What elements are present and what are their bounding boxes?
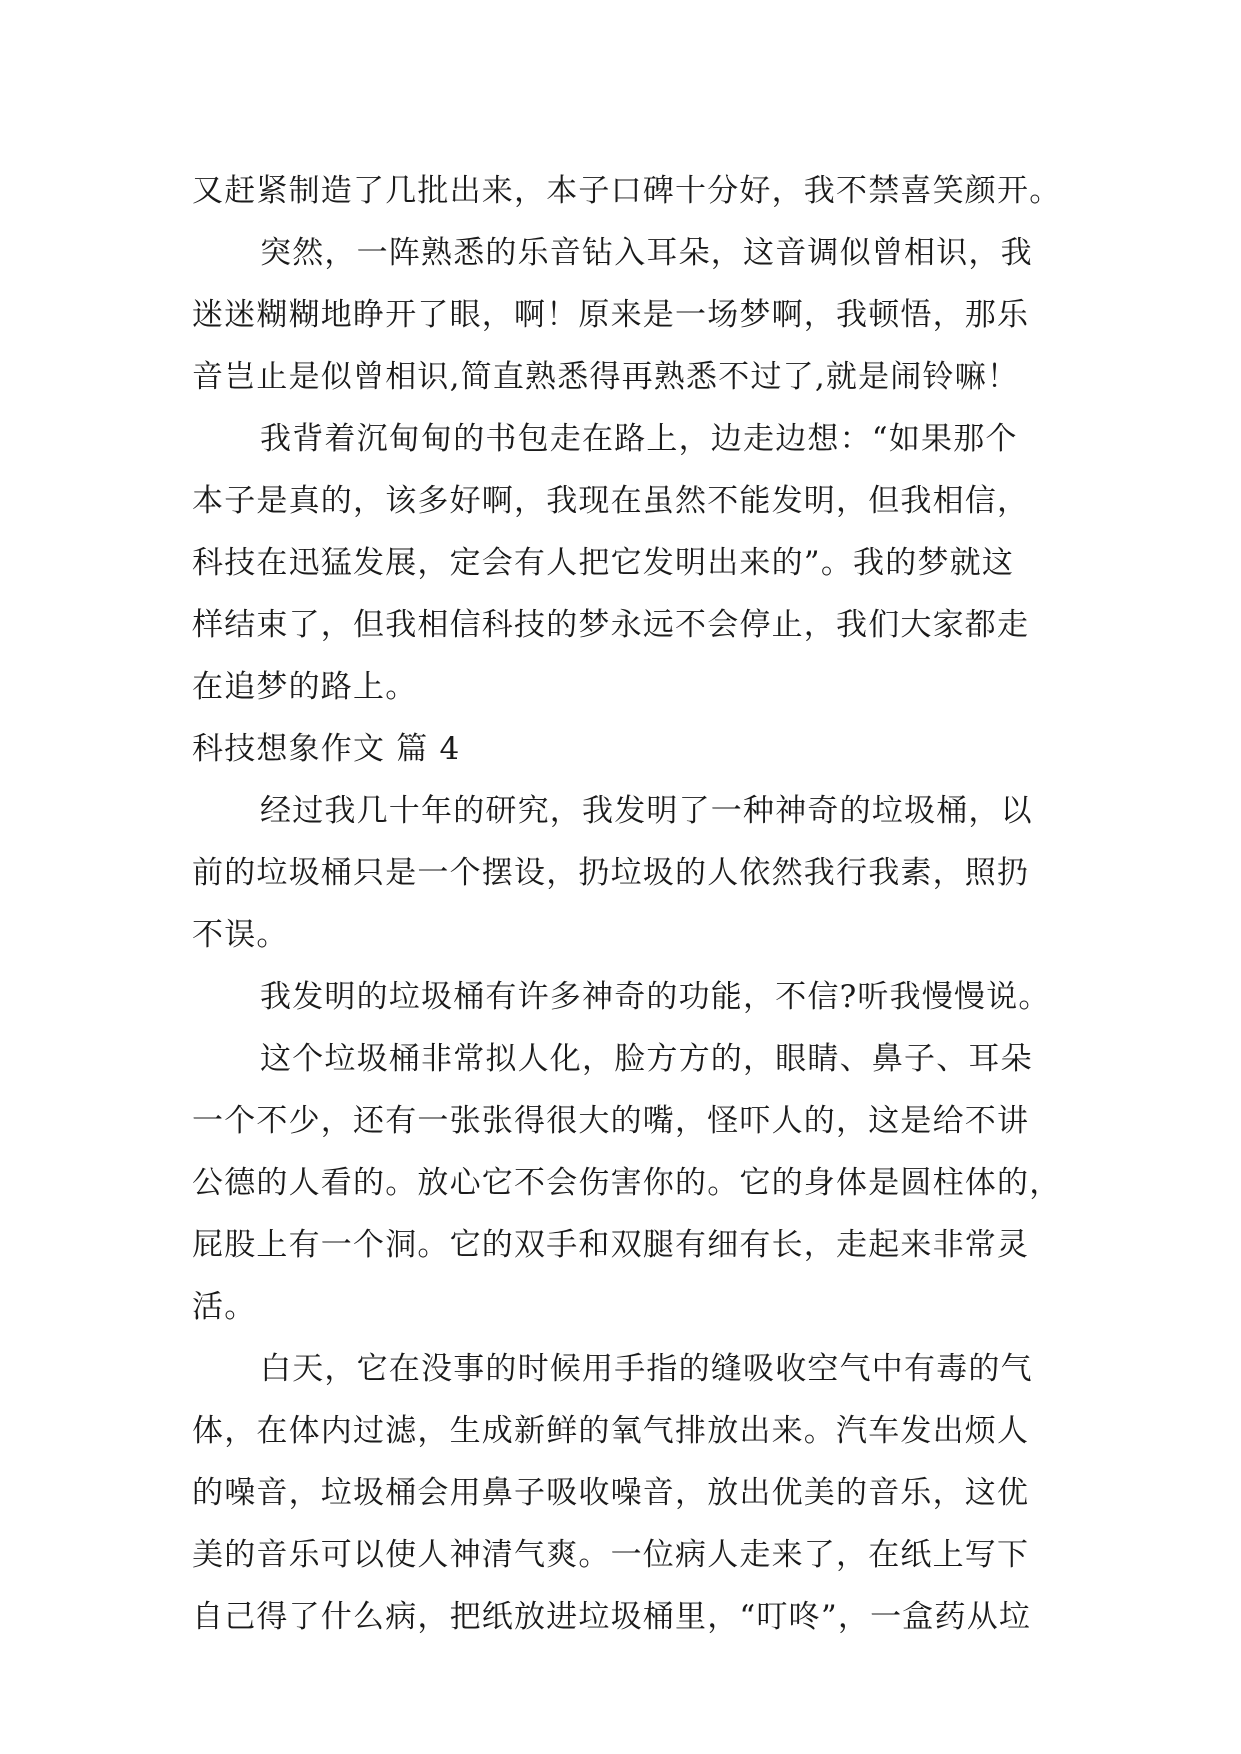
text-line: 自己得了什么病，把纸放进垃圾桶里，“叮咚”，一盒药从垃	[192, 1599, 1032, 1635]
text-line: 白天，它在没事的时候用手指的缝吸收空气中有毒的气	[260, 1351, 1033, 1387]
text-line: 前的垃圾桶只是一个摆设，扔垃圾的人依然我行我素，照扔	[192, 855, 1030, 891]
text-line: 美的音乐可以使人神清气爽。一位病人走来了，在纸上写下	[192, 1537, 1030, 1573]
text-line: 这个垃圾桶非常拟人化，脸方方的，眼睛、鼻子、耳朵	[260, 1041, 1033, 1077]
text-line: 在追梦的路上。	[192, 669, 418, 705]
text-line: 迷迷糊糊地睁开了眼，啊！原来是一场梦啊，我顿悟，那乐	[192, 297, 1030, 333]
section-heading: 科技想象作文 篇 4	[192, 731, 461, 767]
text-line: 本子是真的，该多好啊，我现在虽然不能发明，但我相信，	[192, 483, 1030, 519]
text-line: 又赶紧制造了几批出来，本子口碑十分好，我不禁喜笑颜开。	[192, 173, 1062, 209]
text-line: 我背着沉甸甸的书包走在路上，边走边想：“如果那个	[260, 421, 1018, 457]
text-line: 突然，一阵熟悉的乐音钻入耳朵，这音调似曾相识，我	[260, 235, 1033, 271]
text-line: 屁股上有一个洞。它的双手和双腿有细有长，走起来非常灵	[192, 1227, 1030, 1263]
text-line: 音岂止是似曾相识,简直熟悉得再熟悉不过了,就是闹铃嘛！	[192, 359, 1020, 395]
document-body	[192, 160, 1062, 1648]
text-line: 科技在迅猛发展，定会有人把它发明出来的”。我的梦就这	[192, 545, 1015, 581]
text-line: 一个不少，还有一张张得很大的嘴，怪吓人的，这是给不讲	[192, 1103, 1030, 1139]
text-line: 我发明的垃圾桶有许多神奇的功能，不信?听我慢慢说。	[260, 979, 1051, 1015]
text-line: 经过我几十年的研究，我发明了一种神奇的垃圾桶，以	[260, 793, 1033, 829]
text-line: 的噪音，垃圾桶会用鼻子吸收噪音，放出优美的音乐，这优	[192, 1475, 1030, 1511]
text-line: 体，在体内过滤，生成新鲜的氧气排放出来。汽车发出烦人	[192, 1413, 1030, 1449]
text-line: 活。	[192, 1289, 257, 1325]
text-line: 样结束了，但我相信科技的梦永远不会停止，我们大家都走	[192, 607, 1030, 643]
text-line: 不误。	[192, 917, 289, 953]
text-line: 公德的人看的。放心它不会伤害你的。它的身体是圆柱体的，	[192, 1165, 1062, 1201]
